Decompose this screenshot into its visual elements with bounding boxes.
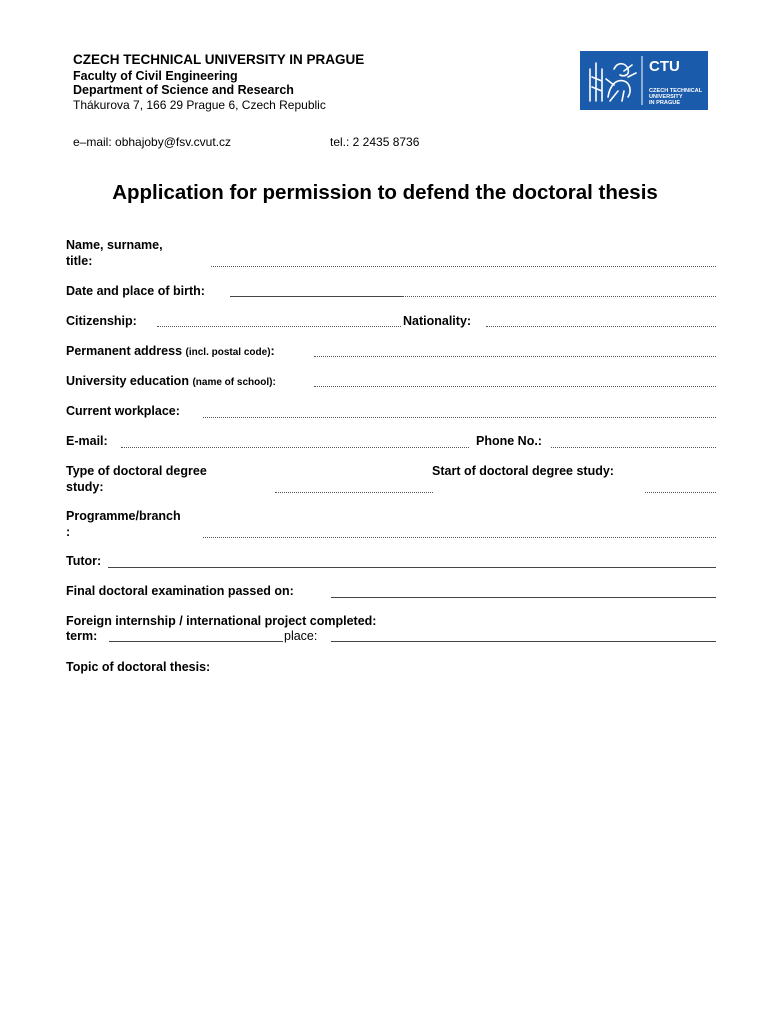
tutor-underline: [108, 567, 716, 568]
department-name: Department of Science and Research: [73, 83, 294, 97]
study-start-label: Start of doctoral degree study:: [432, 464, 614, 478]
citizenship-field[interactable]: [157, 312, 401, 326]
name-label-line-2: title:: [66, 254, 93, 268]
logo-line-3: IN PRAGUE: [649, 100, 681, 106]
study-start-underline: [645, 492, 716, 493]
education-label: [66, 373, 276, 391]
exam-label: Final doctoral examination passed on:: [66, 584, 294, 598]
workplace-field[interactable]: [203, 403, 716, 417]
faculty-name: Faculty of Civil Engineering: [73, 69, 238, 83]
email-label: E-mail:: [66, 434, 108, 448]
internship-place-label: place:: [284, 629, 318, 643]
form-title: Application for permission to defend the doctoral thesis: [112, 181, 658, 204]
name-label: [66, 237, 163, 269]
tutor-label: Tutor:: [66, 554, 102, 568]
degree-type-underline: [275, 492, 433, 493]
internship-term-label: term:: [66, 629, 98, 643]
programme-field[interactable]: [203, 523, 716, 537]
birth-field[interactable]: [230, 282, 716, 296]
address-label: [66, 343, 275, 361]
department-address: Thákurova 7, 166 29 Prague 6, Czech Republic: [73, 98, 326, 112]
degree-type-label-line-1: Type of doctoral degree: [66, 464, 207, 478]
address-field[interactable]: [314, 342, 716, 356]
email-field[interactable]: [121, 433, 469, 447]
address-label-colon: :: [270, 344, 275, 358]
logo-line-1: CZECH TECHNICAL: [649, 88, 703, 94]
degree-type-label: [66, 463, 207, 495]
internship-term-underline: [109, 641, 283, 642]
name-label-line-1: Name, surname,: [66, 238, 163, 252]
ctu-logo: [580, 51, 708, 110]
address-label-note: (incl. postal code): [185, 347, 271, 358]
exam-field[interactable]: [331, 583, 716, 597]
study-start-field[interactable]: [645, 478, 716, 492]
email-underline: [121, 447, 469, 448]
education-field[interactable]: [314, 372, 716, 386]
logo-line-2: UNIVERSITY: [649, 94, 683, 100]
phone-field[interactable]: [551, 433, 716, 447]
programme-label-line-1: Programme/branch: [66, 509, 181, 523]
department-phone: tel.: 2 2435 8736: [330, 135, 420, 149]
phone-label: Phone No.:: [476, 434, 542, 448]
citizenship-label: Citizenship:: [66, 314, 137, 328]
degree-type-label-line-2: study:: [66, 480, 104, 494]
name-underline: [211, 266, 716, 267]
name-field[interactable]: [211, 252, 716, 266]
internship-term-field[interactable]: [109, 627, 283, 641]
programme-label: [66, 508, 181, 540]
phone-underline: [551, 447, 716, 448]
birth-label: Date and place of birth:: [66, 284, 205, 298]
exam-underline: [331, 597, 716, 598]
birth-date-underline: [230, 296, 402, 297]
university-name: CZECH TECHNICAL UNIVERSITY IN PRAGUE: [73, 52, 365, 67]
workplace-label: Current workplace:: [66, 404, 180, 418]
education-label-text: University education: [66, 374, 189, 388]
citizenship-underline: [157, 326, 401, 327]
lion-crest-icon: [590, 63, 636, 101]
degree-type-field[interactable]: [275, 478, 433, 492]
internship-place-field[interactable]: [331, 627, 716, 641]
internship-label: Foreign internship / international project completed:: [66, 614, 377, 628]
thesis-topic-label: Topic of doctoral thesis:: [66, 660, 211, 674]
address-underline: [314, 356, 716, 357]
programme-underline: [203, 537, 716, 538]
education-label-note: (name of school):: [192, 377, 276, 388]
thesis-topic-field[interactable]: [66, 680, 716, 980]
tutor-field[interactable]: [108, 553, 716, 567]
nationality-label: Nationality:: [403, 314, 472, 328]
department-email: e–mail: obhajoby@fsv.cvut.cz: [73, 135, 232, 149]
nationality-field[interactable]: [486, 312, 716, 326]
programme-label-line-2: :: [66, 525, 71, 539]
workplace-underline: [203, 417, 716, 418]
logo-abbr: CTU: [649, 58, 680, 75]
education-underline: [314, 386, 716, 387]
internship-place-underline: [331, 641, 716, 642]
nationality-underline: [486, 326, 716, 327]
address-label-text: Permanent address: [66, 344, 183, 358]
birth-place-underline: [402, 296, 716, 297]
